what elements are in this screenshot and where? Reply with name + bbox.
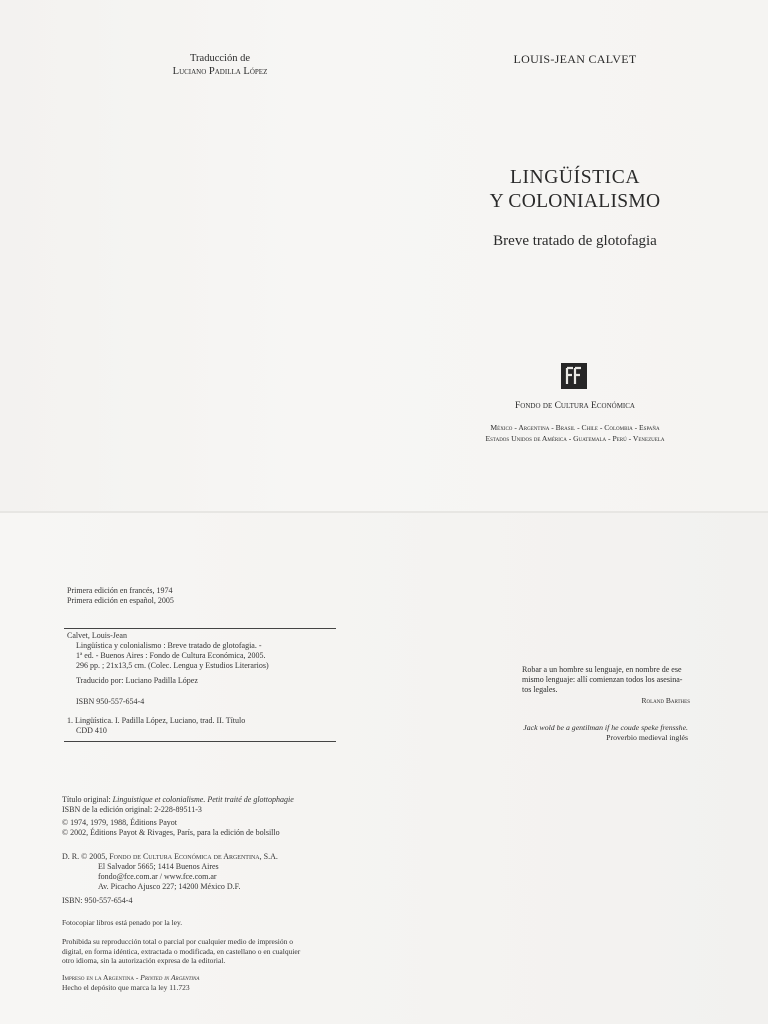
- rights-line: Av. Picacho Ajusco 227; 14200 México D.F.: [98, 882, 241, 891]
- epigraph-proverb-source: Proverbio medieval inglés: [606, 733, 688, 742]
- cip-line: Lingüística y colonialismo : Breve tratado de glotofagia. -: [76, 641, 262, 650]
- reproduction-line: digital, en forma idéntica, extractada o modificada, en castellano o en cualquier: [62, 946, 301, 956]
- edition-line: Primera edición en francés, 1974: [67, 586, 173, 595]
- edition-notes: [67, 586, 174, 606]
- printed-in-label: Impreso en la Argentina -: [62, 973, 141, 982]
- copyright-line: © 1974, 1979, 1988, Éditions Payot: [62, 818, 177, 827]
- cip-subject-line: CDD 410: [76, 726, 107, 735]
- publisher-name: Fondo de Cultura Económica: [515, 401, 635, 411]
- publisher-countries-line-1: México - Argentina - Brasil - Chile - Colombia - España: [490, 423, 660, 432]
- original-title-label: Título original:: [62, 795, 113, 804]
- original-title-line: [62, 795, 294, 805]
- printed-in-line: [62, 973, 199, 983]
- rights-block: [62, 852, 278, 892]
- original-title: Linguistique et colonialisme. Petit traité de glottophagie: [112, 795, 294, 804]
- cip-isbn: ISBN 950-557-654-4: [76, 697, 145, 706]
- reproduction-line: Prohibida su reproducción total o parcial por cualquier medio de impresión o: [62, 937, 293, 946]
- copyright-line: © 2002, Éditions Payot & Rivages, París, para la edición de bolsillo: [62, 828, 280, 837]
- cip-top-rule: [64, 628, 336, 629]
- cip-subject-line: 1. Lingüística. I. Padilla López, Luciano, trad. II. Título: [67, 716, 246, 725]
- epigraph-line: Robar a un hombre su lenguaje, en nombre de ese: [522, 665, 682, 674]
- rights-line: El Salvador 5665; 1414 Buenos Aires: [98, 862, 219, 871]
- cip-record: [67, 631, 269, 671]
- rights-line: fondo@fce.com.ar / www.fce.com.ar: [98, 872, 217, 881]
- book-title-line-2: Y COLONIALISMO: [489, 191, 661, 212]
- printing-notice: [62, 973, 199, 992]
- cip-line: 296 pp. ; 21x13,5 cm. (Colec. Lengua y Estudios Literarios): [76, 661, 269, 670]
- book-subtitle: Breve tratado de glotofagia: [493, 233, 657, 249]
- epigraph-author: Roland Barthes: [641, 696, 690, 705]
- publisher-countries-line-2: Estados Unidos de América - Guatemala - Perú - Venezuela: [485, 434, 665, 443]
- reproduction-line: otro idioma, sin la autorización expresa de la editorial.: [62, 956, 226, 965]
- translator-block: [140, 52, 300, 78]
- original-title-block: [62, 795, 294, 815]
- copyright-lines: [62, 818, 280, 838]
- cip-bottom-rule: [64, 741, 336, 742]
- cip-line: 1ª ed. - Buenos Aires : Fondo de Cultura Económica, 2005.: [76, 651, 266, 660]
- photocopy-notice: Fotocopiar libros está penado por la ley.: [62, 918, 183, 927]
- translation-label: Traducción de: [190, 53, 250, 64]
- original-isbn: ISBN de la edición original: 2-228-89511-3: [62, 805, 202, 814]
- cip-line: Calvet, Louis-Jean: [67, 631, 127, 640]
- legal-deposit: Hecho el depósito que marca la ley 11.723: [62, 982, 190, 992]
- epigraph-quote: [522, 665, 690, 695]
- epigraph-proverb: Jack wold be a gentilman if he coude speke frensshe.: [523, 723, 688, 732]
- printed-in-english: Printed in Argentina: [140, 973, 200, 982]
- epigraph-line: tos legales.: [522, 685, 558, 694]
- isbn: ISBN: 950-557-654-4: [62, 896, 133, 905]
- cip-subjects: [67, 716, 245, 736]
- translator-name: Luciano Padilla López: [172, 66, 268, 77]
- rights-line: D. R. © 2005, Fondo de Cultura Económica de Argentina, S.A.: [62, 852, 278, 861]
- publisher-logo-icon: [561, 363, 587, 389]
- book-title-line-1: LINGÜÍSTICA: [509, 167, 641, 188]
- epigraph-line: mismo lenguaje: allí comienzan todos los asesina-: [522, 675, 683, 684]
- edition-line: Primera edición en español, 2005: [67, 596, 174, 605]
- cip-translator: Traducido por: Luciano Padilla López: [76, 676, 198, 685]
- spread-divider: [0, 511, 768, 513]
- author-name: LOUIS-JEAN CALVET: [513, 52, 637, 66]
- reproduction-notice: [62, 937, 300, 966]
